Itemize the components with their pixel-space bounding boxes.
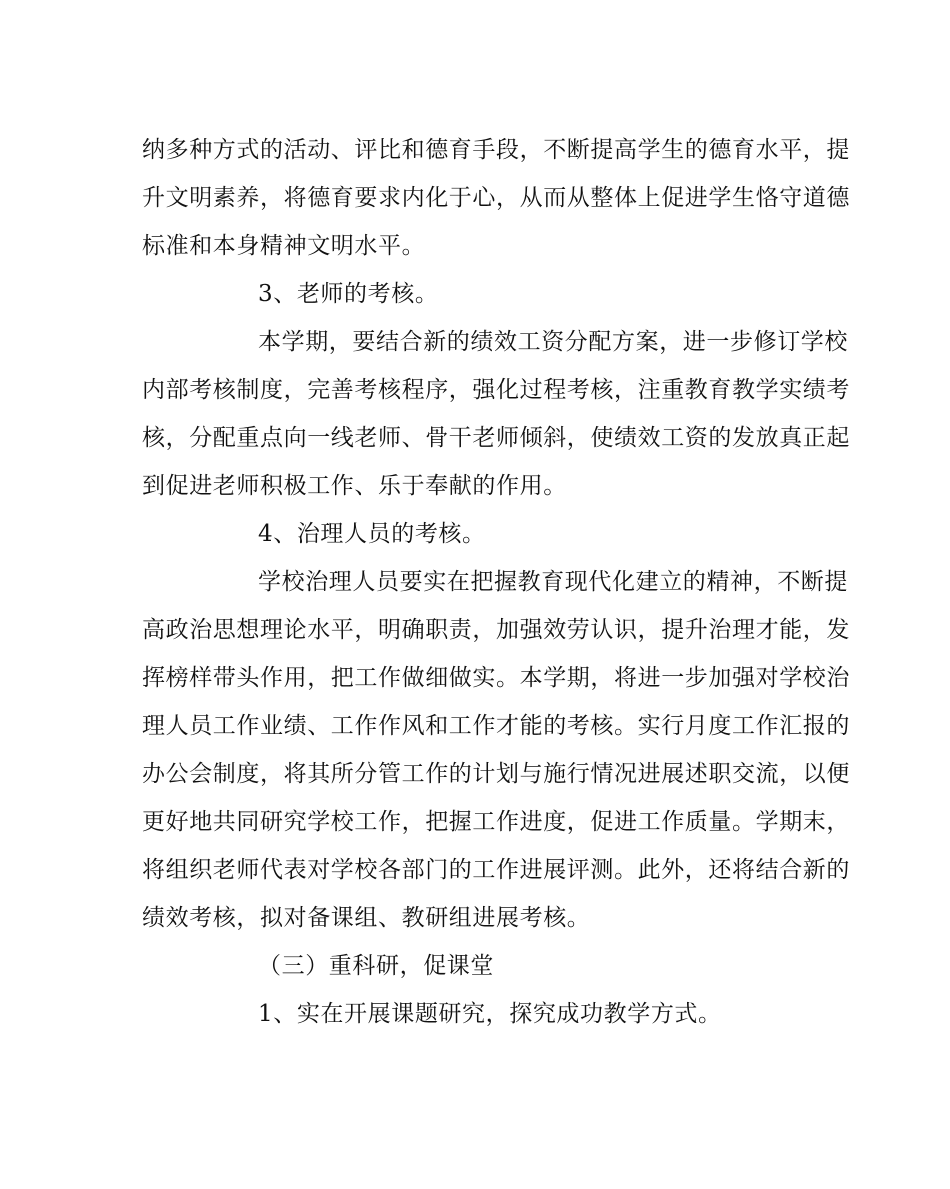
- body-text-line: 升文明素养，将德育要求内化于心，从而从整体上促进学生恪守道德: [142, 185, 850, 211]
- body-text-line: 高政治思想理论水平，明确职责，加强效劳认识，提升治理才能，发: [142, 617, 850, 643]
- paragraph-first-line: 学校治理人员要实在把握教育现代化建立的精神，不断提: [258, 569, 848, 595]
- body-text-line: 到促进老师积极工作、乐于奉献的作用。: [142, 473, 567, 499]
- section-heading: （三）重科研，促课堂: [258, 953, 494, 979]
- paragraph-first-line: 本学期，要结合新的绩效工资分配方案，进一步修订学校: [258, 329, 848, 355]
- body-text-line: 核，分配重点向一线老师、骨干老师倾斜，使绩效工资的发放真正起: [142, 425, 850, 451]
- body-text-line: 绩效考核，拟对备课组、教研组进展考核。: [142, 905, 591, 931]
- body-text-line: 内部考核制度，完善考核程序，强化过程考核，注重教育教学实绩考: [142, 377, 850, 403]
- body-text-line: 更好地共同研究学校工作，把握工作进度，促进工作质量。学期末，: [142, 809, 850, 835]
- body-text-line: 挥榜样带头作用，把工作做细做实。本学期，将进一步加强对学校治: [142, 665, 850, 691]
- body-text-line: 办公会制度，将其所分管工作的计划与施行情况进展述职交流，以便: [142, 761, 850, 787]
- section-heading: 4、治理人员的考核。: [258, 521, 486, 547]
- body-text-line: 将组织老师代表对学校各部门的工作进展评测。此外，还将结合新的: [142, 857, 850, 883]
- body-text-line: 标准和本身精神文明水平。: [142, 233, 426, 259]
- section-heading: 1、实在开展课题研究，探究成功教学方式。: [258, 1001, 722, 1027]
- section-heading: 3、老师的考核。: [258, 281, 439, 307]
- body-text-line: 理人员工作业绩、工作作风和工作才能的考核。实行月度工作汇报的: [142, 713, 850, 739]
- body-text-line: 纳多种方式的活动、评比和德育手段，不断提高学生的德育水平，提: [142, 137, 850, 163]
